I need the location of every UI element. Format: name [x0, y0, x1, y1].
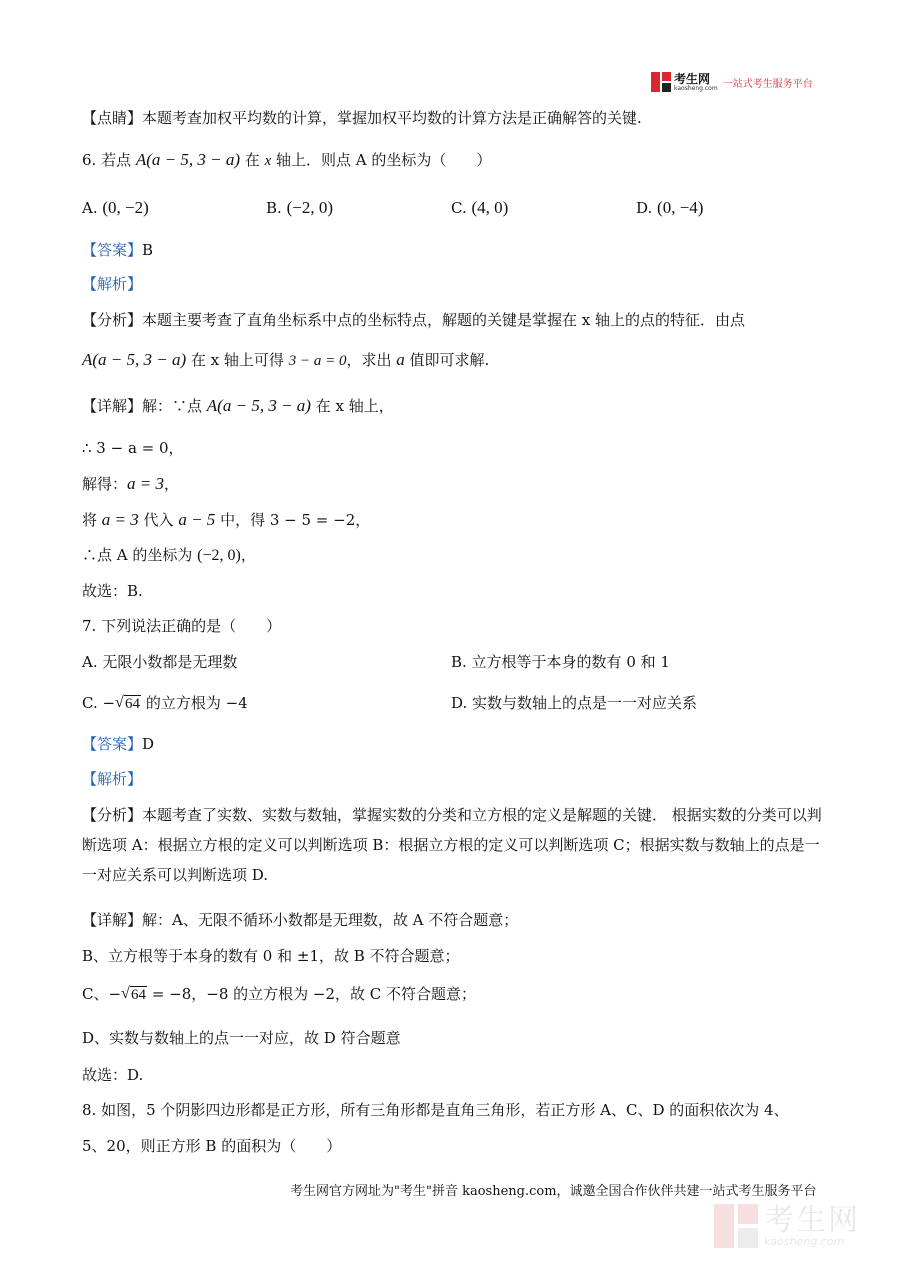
sqrt-radicand: 64: [125, 696, 141, 712]
analysis-tag: 【解析】: [82, 275, 143, 293]
q7-detail-b: [82, 946, 460, 966]
q6-option-b: [266, 198, 333, 218]
option-label: C.: [451, 199, 467, 217]
q8-stem-text: 8. 如图，5 个阴影四边形都是正方形，所有三角形都是直角三角形，若正方形 A、C、D 的面积依次为 4、: [82, 1101, 789, 1119]
q7-stem: [82, 616, 281, 636]
q7-option-b: [451, 652, 670, 672]
q6-stem-mid: 在: [240, 151, 265, 169]
q7-answer: [82, 734, 154, 754]
q7-fenxi: [82, 800, 822, 890]
q6-detail-line-4: [82, 510, 370, 530]
tip-text: 本题考查加权平均数的计算，掌握加权平均数的计算方法是正确解答的关键.: [142, 109, 642, 127]
option-label: A.: [82, 199, 98, 217]
q7-option-c: [82, 693, 248, 714]
q6-detail-line-3: [82, 474, 179, 494]
option-text: A. 无限小数都是无理数: [82, 653, 238, 671]
q8-stem-line-1: [82, 1100, 789, 1120]
detail-solution: a = 3: [127, 474, 164, 493]
q7-option-d: [451, 693, 697, 713]
detail-c-prefix: C、−: [82, 985, 122, 1003]
answer-value: B: [142, 241, 154, 259]
detail-coord-comma: ，: [240, 546, 256, 564]
q7-detail-a: [82, 910, 518, 930]
q6-option-d: [636, 198, 703, 218]
q6-point: A(a − 5, 3 − a): [135, 150, 241, 169]
option-value: (−2, 0): [286, 198, 333, 217]
q7-option-a: [82, 652, 237, 672]
detail-sub-text-2: 代入: [138, 511, 179, 529]
q7-detail-c: [82, 984, 476, 1005]
fenxi-point: A(a − 5, 3 − a): [82, 350, 187, 369]
header-logo: [651, 72, 813, 92]
option-label: D.: [636, 199, 653, 217]
q6-fenxi-line-1: [82, 310, 745, 330]
q6-option-c: [451, 198, 508, 218]
answer-tag: 【答案】: [82, 241, 143, 259]
tip-paragraph: [82, 108, 642, 128]
q6-option-a: [82, 198, 149, 218]
watermark-domain: kaosheng.com: [764, 1234, 845, 1248]
tip-tag: 【点睛】: [82, 109, 143, 127]
detail-text: 解：A、无限不循环小数都是无理数，故 A 不符合题意；: [142, 911, 519, 929]
detail-sub-expr: a − 5: [178, 510, 216, 529]
detail-c-rest: = −8，−8 的立方根为 −2，故 C 不符合题意；: [147, 985, 477, 1003]
detail-text-2: 在 x 轴上，: [310, 397, 394, 415]
q6-stem-suffix: 轴上．则点 A 的坐标为（ ）: [271, 151, 492, 169]
logo-name: 考生网: [674, 71, 711, 86]
q6-detail-line-5: [82, 545, 256, 566]
answer-tag: 【答案】: [82, 735, 143, 753]
q6-conclusion: [82, 581, 143, 601]
detail-point: A(a − 5, 3 − a): [206, 396, 311, 415]
fenxi-var: a: [396, 350, 405, 369]
detail-tag: 【详解】: [82, 397, 143, 415]
q6-detail-line-2: [82, 438, 184, 458]
header-slogan: 一站式考生服务平台: [722, 78, 813, 90]
q7-detail-d: [82, 1028, 401, 1048]
detail-therefore: ∴ 3 − a = 0，: [82, 439, 184, 457]
conclusion-text: 故选：B.: [82, 582, 143, 600]
fenxi-text: 本题主要考查了直角坐标系中点的坐标特点，解题的关键是掌握在 x 轴上的点的特征．由点: [142, 311, 746, 329]
q6-answer: [82, 240, 153, 260]
q7-conclusion: [82, 1065, 143, 1085]
q6-stem: [82, 150, 491, 171]
conclusion-text: 故选：D.: [82, 1066, 144, 1084]
option-c-rest: 的立方根为 −4: [141, 694, 248, 712]
watermark-name: 考生网: [764, 1202, 860, 1238]
kaosheng-logo-icon: [651, 72, 671, 92]
q6-stem-prefix: 6. 若点: [82, 151, 136, 169]
fenxi-text-4: 值即可求解.: [404, 351, 490, 369]
fenxi-equation: 3 − a = 0: [288, 353, 347, 369]
watermark-logo-icon: [714, 1204, 758, 1248]
detail-coord-text: ∴点 A 的坐标为: [82, 546, 198, 564]
option-value: (0, −4): [657, 198, 704, 217]
detail-tag: 【详解】: [82, 911, 143, 929]
analysis-tag: 【解析】: [82, 770, 143, 788]
fenxi-text-2: 在 x 轴上可得: [186, 351, 289, 369]
option-value: (0, −2): [102, 198, 149, 217]
detail-sub-result: 中，得 3 − 5 = −2，: [215, 511, 371, 529]
q6-var-x: x: [264, 153, 272, 169]
q6-analysis-tag: [82, 274, 142, 294]
answer-value: D: [142, 735, 155, 753]
q6-detail-line-1: [82, 396, 394, 416]
q7-analysis-tag: [82, 769, 142, 789]
option-text: D. 实数与数轴上的点是一一对应关系: [451, 694, 698, 712]
detail-text: 解：∵点: [142, 397, 207, 415]
q7-stem-text: 7. 下列说法正确的是（ ）: [82, 617, 282, 635]
logo-domain: kaosheng.com: [674, 84, 718, 92]
detail-solve-label: 解得：: [82, 475, 128, 493]
sqrt-symbol: [121, 985, 147, 1005]
option-label: B.: [266, 199, 282, 217]
fenxi-tag: 【分析】: [82, 311, 143, 329]
fenxi-text-3: ，求出: [346, 351, 397, 369]
watermark: [714, 1204, 860, 1248]
option-c-label: C. −: [82, 694, 116, 712]
detail-sub-text: 将: [82, 511, 102, 529]
detail-coord-value: (−2, 0): [197, 547, 241, 564]
sqrt-symbol: [115, 694, 141, 714]
detail-sub-value: a = 3: [101, 510, 139, 529]
footer-text: 考生网官方网址为"考生"拼音 kaosheng.com，诚邀全国合作伙伴共建一站式考生服务平台: [290, 1184, 817, 1199]
fenxi-text: 本题考查了实数、实数与数轴，掌握实数的分类和立方根的定义是解题的关键． 根据实数的分类可以判断选项 A：根据立方根的定义可以判断选项 B：根据立方根的定义可以判断选项 C；根据实数与数轴上的点是一一对应关系可以判断选项 D.: [82, 806, 822, 884]
sqrt-radicand: 64: [131, 987, 147, 1003]
q8-stem-line-2: [82, 1136, 341, 1156]
detail-text: B、立方根等于本身的数有 0 和 ±1，故 B 不符合题意；: [82, 947, 460, 965]
option-text: B. 立方根等于本身的数有 0 和 1: [451, 653, 670, 671]
q6-fenxi-line-2: [82, 350, 489, 371]
option-value: (4, 0): [471, 198, 509, 217]
fenxi-tag: 【分析】: [82, 806, 143, 824]
detail-text: D、实数与数轴上的点一一对应，故 D 符合题意: [82, 1029, 401, 1047]
q8-stem-text-2: 5、20，则正方形 B 的面积为（ ）: [82, 1137, 342, 1155]
detail-comma: ，: [164, 475, 180, 493]
